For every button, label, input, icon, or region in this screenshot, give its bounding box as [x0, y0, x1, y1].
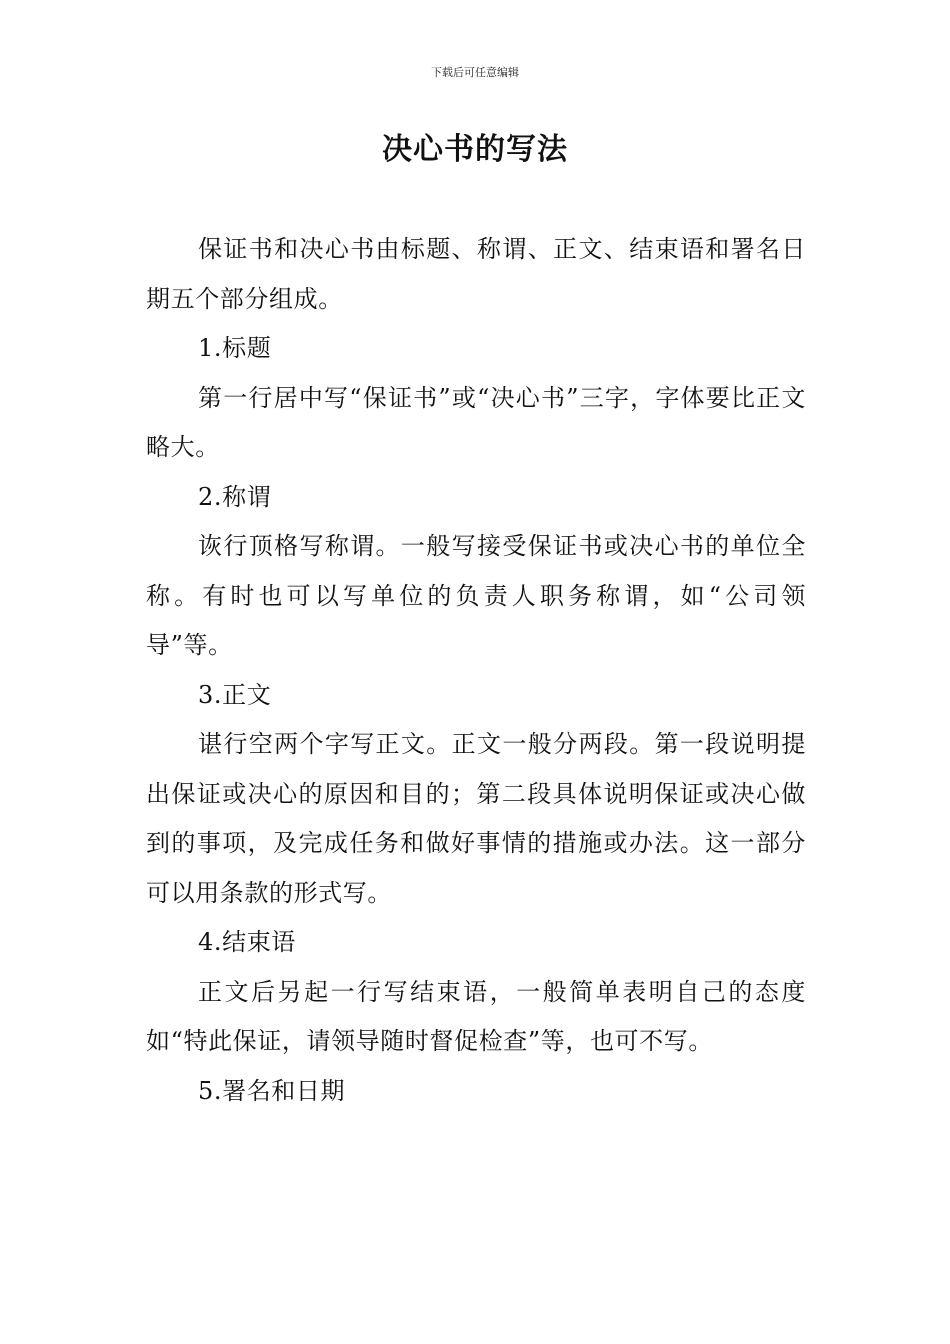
section-heading-closing: 4.结束语: [198, 928, 296, 956]
section-heading-signature: 5.署名和日期: [198, 1076, 346, 1105]
section-heading-title: 1.标题: [198, 334, 272, 362]
section-heading-body: 3.正文: [198, 680, 272, 709]
document-title: 决心书的写法: [382, 132, 568, 167]
document-body: [146, 225, 806, 1116]
page-header-note: 下载后可任意编辑: [431, 66, 519, 79]
section-heading-salutation: 2.称谓: [198, 482, 272, 511]
paragraph-intro: 保证书和决心书由标题、称谓、正文、结束语和署名日期五个部分组成。: [146, 235, 806, 313]
paragraph-closing: 正文后另起一行写结束语，一般简单表明自己的态度如“特此保证，请领导随时督促检查”等，也可不写。: [146, 977, 806, 1055]
paragraph-body: 谌行空两个字写正文。正文一般分两段。第一段说明提出保证或决心的原因和目的；第二段具体说明保证或决心做到的事项，及完成任务和做好事情的措施或办法。这一部分可以用条款的形式写。: [146, 730, 806, 907]
paragraph-salutation: 诙行顶格写称谓。一般写接受保证书或决心书的单位全称。有时也可以写单位的负责人职务称谓，如“公司领导”等。: [146, 532, 806, 659]
paragraph-title: 第一行居中写“保证书”或“决心书”三字，字体要比正文略大。: [146, 383, 806, 461]
